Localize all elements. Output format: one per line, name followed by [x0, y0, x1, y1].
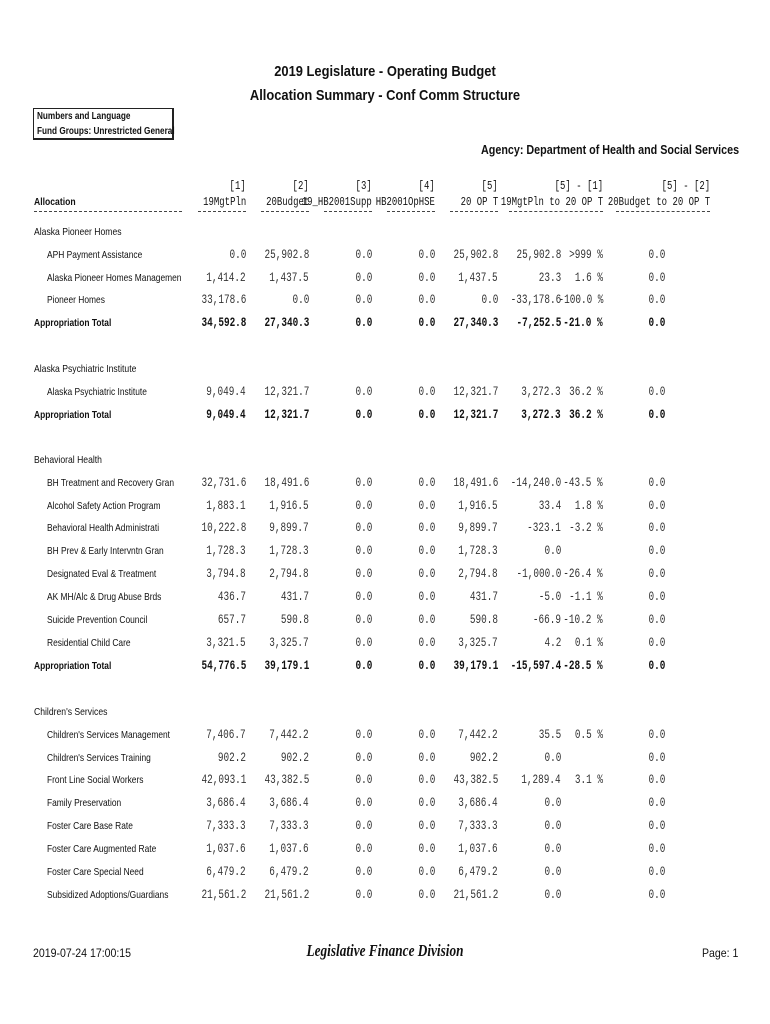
- allocation-name: AK MH/Alc & Drug Abuse Brds: [47, 591, 162, 604]
- cell-value: 1,728.3: [269, 543, 309, 559]
- allocation-name: APH Payment Assistance: [47, 248, 143, 261]
- cell-value: 54,776.5: [201, 657, 246, 673]
- cell-value: 4.2: [544, 634, 561, 650]
- total-label: Appropriation Total: [34, 408, 112, 421]
- appropriation-total-row: [0, 657, 770, 678]
- cell-value: 0.0: [418, 246, 435, 262]
- cell-value: 0.0: [355, 657, 372, 673]
- cell-value: 36.2 %: [569, 383, 603, 399]
- table-row: [0, 383, 770, 404]
- cell-value: 18,491.6: [264, 474, 309, 490]
- cell-value: 0.0: [355, 497, 372, 513]
- cell-value: 0.0: [544, 749, 561, 765]
- cell-value: >999 %: [569, 246, 603, 262]
- cell-value: 0.0: [355, 795, 372, 811]
- allocation-name: Designated Eval & Treatment: [47, 568, 157, 581]
- section-title: Behavioral Health: [34, 454, 102, 466]
- allocation-name: Foster Care Augmented Rate: [47, 843, 157, 856]
- table-row: [0, 820, 770, 838]
- cell-value: 7,333.3: [269, 818, 309, 834]
- cell-value: 0.0: [648, 566, 665, 582]
- cell-value: 9,899.7: [458, 520, 498, 536]
- cell-value: 36.2 %: [569, 406, 603, 422]
- cell-value: 0.0: [648, 818, 665, 834]
- cell-value: -100.0 %: [558, 292, 603, 308]
- cell-value: 33.4: [538, 497, 561, 513]
- cell-value: 0.0: [355, 246, 372, 262]
- cell-value: 27,340.3: [264, 315, 309, 331]
- cell-value: -323.1: [527, 520, 561, 536]
- cell-value: 0.0: [355, 634, 372, 650]
- cell-value: 431.7: [280, 589, 309, 605]
- cell-value: -7,252.5: [516, 315, 561, 331]
- cell-value: 1,437.5: [458, 269, 498, 285]
- cell-value: 0.0: [418, 841, 435, 857]
- cell-value: 902.2: [280, 749, 309, 765]
- cell-value: 1,289.4: [521, 772, 561, 788]
- cell-value: 2,794.8: [458, 566, 498, 582]
- cell-value: 7,442.2: [269, 726, 309, 742]
- cell-value: 0.0: [418, 772, 435, 788]
- footer-timestamp: 2019-07-24 17:00:15: [33, 946, 132, 960]
- cell-value: 0.0: [418, 474, 435, 490]
- allocation-name: Alaska Pioneer Homes Managemen: [47, 271, 182, 284]
- cell-value: 3,321.5: [206, 634, 246, 650]
- cell-value: 34,592.8: [201, 315, 246, 331]
- allocation-name: Foster Care Special Need: [47, 866, 144, 878]
- table-row: [0, 269, 770, 290]
- cell-value: 43,382.5: [264, 772, 309, 788]
- cell-value: 1.8 %: [574, 497, 603, 513]
- table-row: [0, 634, 770, 655]
- total-label: Appropriation Total: [34, 659, 112, 672]
- cell-value: 0.0: [648, 315, 665, 331]
- cell-value: 0.0: [648, 612, 665, 627]
- cell-value: 0.0: [418, 543, 435, 559]
- cell-value: 3.1 %: [574, 772, 603, 788]
- cell-value: 0.0: [355, 520, 372, 536]
- cell-value: 6,479.2: [269, 864, 309, 879]
- cell-value: 3,686.4: [458, 795, 498, 811]
- cell-value: -26.4 %: [563, 566, 603, 582]
- table-row: [0, 474, 770, 495]
- cell-value: 0.0: [648, 634, 665, 650]
- allocation-name: Behavioral Health Administrati: [47, 522, 160, 535]
- cell-value: 0.0: [648, 886, 665, 902]
- section-title: Alaska Psychiatric Institute: [34, 363, 137, 375]
- cell-value: 1,728.3: [206, 543, 246, 559]
- report-subtitle: Allocation Summary - Conf Comm Structure: [249, 87, 521, 104]
- table-row: [0, 749, 770, 770]
- column-header-index: [5] - [2]: [661, 180, 710, 193]
- cell-value: 3,272.3: [521, 383, 561, 399]
- cell-value: 9,049.4: [206, 383, 246, 399]
- column-header-label: 19_HB2001Supp: [302, 196, 372, 209]
- table-row: [0, 522, 770, 540]
- column-header-label: 19MgtPln to 20 OP T: [500, 196, 603, 209]
- cell-value: 33,178.6: [201, 292, 246, 308]
- table-row: [0, 886, 770, 907]
- column-header-rule: [198, 211, 246, 212]
- table-row: [0, 568, 770, 586]
- cell-value: 0.0: [648, 246, 665, 262]
- column-header-label: 19MgtPln: [202, 196, 246, 209]
- column-header-index: [1]: [229, 180, 246, 193]
- cell-value: 0.0: [355, 818, 372, 834]
- cell-value: 39,179.1: [453, 657, 498, 673]
- cell-value: 0.0: [355, 749, 372, 765]
- cell-value: 0.0: [418, 864, 435, 879]
- allocation-name: Alaska Psychiatric Institute: [47, 385, 147, 398]
- cell-value: 0.0: [355, 772, 372, 788]
- column-header-rule: [261, 211, 309, 212]
- report-title: 2019 Legislature - Operating Budget: [274, 63, 496, 80]
- cell-value: -14,240.0: [510, 474, 561, 490]
- cell-value: 431.7: [469, 589, 498, 605]
- cell-value: 0.0: [648, 589, 665, 605]
- column-header-index: [5]: [481, 180, 498, 193]
- cell-value: 0.0: [355, 269, 372, 285]
- cell-value: 0.0: [418, 634, 435, 650]
- column-header-label: HB2001OpHSE: [375, 196, 435, 209]
- allocation-name: Family Preservation: [47, 797, 122, 810]
- cell-value: 0.0: [355, 315, 372, 331]
- cell-value: 1,916.5: [269, 497, 309, 513]
- cell-value: 0.0: [418, 566, 435, 582]
- cell-value: 0.0: [418, 406, 435, 422]
- cell-value: 27,340.3: [453, 315, 498, 331]
- cell-value: 0.0: [648, 841, 665, 857]
- agency-label: Agency: Department of Health and Social Services: [480, 143, 739, 157]
- cell-value: 0.0: [355, 406, 372, 422]
- cell-value: 0.0: [418, 818, 435, 834]
- table-row: [0, 614, 770, 632]
- column-header-rule: [509, 211, 603, 212]
- cell-value: 0.0: [648, 474, 665, 490]
- cell-value: 0.0: [418, 292, 435, 308]
- allocation-column-header: Allocation: [34, 196, 76, 208]
- table-row: [0, 545, 770, 563]
- column-header-rule: [324, 211, 372, 212]
- cell-value: 0.0: [418, 589, 435, 605]
- cell-value: 21,561.2: [453, 886, 498, 902]
- cell-value: 0.0: [418, 612, 435, 627]
- cell-value: 25,902.8: [453, 246, 498, 262]
- cell-value: 23.3: [538, 269, 561, 285]
- cell-value: 12,321.7: [453, 383, 498, 399]
- cell-value: 0.0: [648, 497, 665, 513]
- column-header-rule: [387, 211, 435, 212]
- cell-value: 3,325.7: [458, 634, 498, 650]
- cell-value: 1,037.6: [206, 841, 246, 857]
- cell-value: 0.0: [648, 657, 665, 673]
- cell-value: 657.7: [217, 612, 246, 627]
- column-header-index: [3]: [355, 180, 372, 193]
- filter-numbers-language: Numbers and Language: [37, 111, 131, 122]
- cell-value: 1.6 %: [574, 269, 603, 285]
- column-header-index: [2]: [292, 180, 309, 193]
- table-row: [0, 774, 770, 792]
- cell-value: 436.7: [217, 589, 246, 605]
- cell-value: 7,406.7: [206, 726, 246, 742]
- allocation-name: Suicide Prevention Council: [47, 614, 148, 626]
- section-title: Alaska Pioneer Homes: [34, 226, 122, 238]
- allocation-name: Residential Child Care: [47, 636, 131, 649]
- cell-value: 0.0: [481, 292, 498, 308]
- column-header-index: [4]: [418, 180, 435, 193]
- allocation-name: Alcohol Safety Action Program: [47, 499, 161, 512]
- column-header-label: 20 OP T: [460, 196, 498, 209]
- cell-value: 9,049.4: [206, 406, 246, 422]
- column-header-rule: [616, 211, 710, 212]
- allocation-name: BH Prev & Early Intervntn Gran: [47, 545, 164, 558]
- cell-value: 39,179.1: [264, 657, 309, 673]
- cell-value: 3,794.8: [206, 566, 246, 582]
- cell-value: -3.2 %: [569, 520, 603, 536]
- cell-value: 9,899.7: [269, 520, 309, 536]
- allocation-name: Pioneer Homes: [47, 294, 105, 307]
- table-row: [0, 726, 770, 747]
- allocation-name: Children's Services Management: [47, 728, 170, 741]
- table-row: [0, 497, 770, 518]
- column-header-label: 20Budget: [265, 196, 309, 209]
- cell-value: 18,491.6: [453, 474, 498, 490]
- cell-value: 0.0: [418, 520, 435, 536]
- table-row: [0, 866, 770, 884]
- cell-value: 902.2: [217, 749, 246, 765]
- cell-value: 1,883.1: [206, 497, 246, 513]
- cell-value: 21,561.2: [201, 886, 246, 902]
- cell-value: 0.0: [648, 795, 665, 811]
- cell-value: 0.0: [648, 772, 665, 788]
- cell-value: -10.2 %: [563, 612, 603, 627]
- appropriation-total-row: [0, 406, 770, 427]
- cell-value: 0.0: [355, 886, 372, 902]
- cell-value: 1,728.3: [458, 543, 498, 559]
- cell-value: 0.0: [544, 864, 561, 879]
- section-title: Children's Services: [34, 706, 108, 718]
- cell-value: 0.0: [544, 795, 561, 811]
- cell-value: 0.0: [418, 657, 435, 673]
- cell-value: 0.0: [355, 589, 372, 605]
- cell-value: -15,597.4: [510, 657, 561, 673]
- cell-value: 1,037.6: [458, 841, 498, 857]
- cell-value: 0.0: [648, 520, 665, 536]
- cell-value: -43.5 %: [563, 474, 603, 490]
- filter-fund-groups: Fund Groups: Unrestricted General: [37, 126, 175, 137]
- cell-value: 0.0: [418, 269, 435, 285]
- cell-value: 0.0: [648, 864, 665, 879]
- cell-value: 25,902.8: [516, 246, 561, 262]
- cell-value: 0.0: [355, 864, 372, 879]
- table-row: [0, 294, 770, 312]
- cell-value: 6,479.2: [206, 864, 246, 879]
- cell-value: 0.0: [355, 543, 372, 559]
- appropriation-total-row: [0, 317, 770, 335]
- cell-value: 42,093.1: [201, 772, 246, 788]
- allocation-name: Subsidized Adoptions/Guardians: [47, 888, 169, 901]
- allocation-name: Children's Services Training: [47, 751, 151, 764]
- column-header-index: [5] - [1]: [554, 180, 603, 193]
- cell-value: 0.0: [355, 474, 372, 490]
- cell-value: 1,437.5: [269, 269, 309, 285]
- cell-value: 3,686.4: [269, 795, 309, 811]
- cell-value: 1,916.5: [458, 497, 498, 513]
- cell-value: 32,731.6: [201, 474, 246, 490]
- allocation-name: Foster Care Base Rate: [47, 820, 133, 833]
- cell-value: 0.0: [355, 612, 372, 627]
- table-row: [0, 797, 770, 815]
- cell-value: 3,686.4: [206, 795, 246, 811]
- cell-value: 10,222.8: [201, 520, 246, 536]
- cell-value: 902.2: [469, 749, 498, 765]
- cell-value: -28.5 %: [563, 657, 603, 673]
- allocation-header-rule: [34, 211, 182, 212]
- cell-value: -33,178.6: [510, 292, 561, 308]
- cell-value: 6,479.2: [458, 864, 498, 879]
- cell-value: 0.0: [648, 726, 665, 742]
- cell-value: 12,321.7: [264, 383, 309, 399]
- cell-value: 0.0: [648, 543, 665, 559]
- allocation-name: Front Line Social Workers: [47, 774, 144, 787]
- cell-value: 0.0: [544, 886, 561, 902]
- cell-value: 590.8: [469, 612, 498, 627]
- cell-value: 0.1 %: [574, 634, 603, 650]
- cell-value: 0.0: [544, 818, 561, 834]
- column-header-rule: [450, 211, 498, 212]
- cell-value: 0.0: [418, 726, 435, 742]
- column-header-label: 20Budget to 20 OP T: [607, 196, 710, 209]
- cell-value: 12,321.7: [264, 406, 309, 422]
- cell-value: 0.0: [648, 383, 665, 399]
- footer-page-number: Page: 1: [701, 946, 738, 960]
- cell-value: 1,414.2: [206, 269, 246, 285]
- footer-division: Legislative Finance Division: [306, 941, 464, 960]
- cell-value: 0.0: [355, 726, 372, 742]
- cell-value: 0.0: [292, 292, 309, 308]
- cell-value: 0.0: [544, 841, 561, 857]
- cell-value: 3,325.7: [269, 634, 309, 650]
- cell-value: 0.0: [648, 292, 665, 308]
- cell-value: 0.0: [418, 886, 435, 902]
- cell-value: 0.0: [418, 497, 435, 513]
- table-row: [0, 843, 770, 861]
- cell-value: 0.0: [418, 795, 435, 811]
- cell-value: -5.0: [538, 589, 561, 605]
- cell-value: 3,272.3: [521, 406, 561, 422]
- cell-value: -1,000.0: [516, 566, 561, 582]
- cell-value: 7,333.3: [206, 818, 246, 834]
- cell-value: 0.0: [648, 406, 665, 422]
- filter-box: [33, 108, 174, 140]
- cell-value: 0.0: [355, 292, 372, 308]
- cell-value: 1,037.6: [269, 841, 309, 857]
- total-label: Appropriation Total: [34, 317, 112, 330]
- cell-value: 0.0: [648, 269, 665, 285]
- cell-value: -66.9: [532, 612, 561, 627]
- cell-value: 0.0: [355, 566, 372, 582]
- cell-value: 590.8: [280, 612, 309, 627]
- cell-value: 0.0: [418, 383, 435, 399]
- cell-value: 0.0: [229, 246, 246, 262]
- cell-value: 0.0: [418, 749, 435, 765]
- cell-value: 2,794.8: [269, 566, 309, 582]
- cell-value: 0.0: [648, 749, 665, 765]
- table-row: [0, 246, 770, 267]
- cell-value: 25,902.8: [264, 246, 309, 262]
- cell-value: 0.0: [418, 315, 435, 331]
- cell-value: 7,333.3: [458, 818, 498, 834]
- cell-value: 21,561.2: [264, 886, 309, 902]
- table-row: [0, 591, 770, 609]
- cell-value: 43,382.5: [453, 772, 498, 788]
- cell-value: 35.5: [538, 726, 561, 742]
- cell-value: 0.5 %: [574, 726, 603, 742]
- cell-value: 0.0: [544, 543, 561, 559]
- cell-value: 7,442.2: [458, 726, 498, 742]
- cell-value: 0.0: [355, 383, 372, 399]
- cell-value: 0.0: [355, 841, 372, 857]
- cell-value: 12,321.7: [453, 406, 498, 422]
- cell-value: -21.0 %: [563, 315, 603, 331]
- allocation-name: BH Treatment and Recovery Gran: [47, 476, 174, 489]
- cell-value: -1.1 %: [569, 589, 603, 605]
